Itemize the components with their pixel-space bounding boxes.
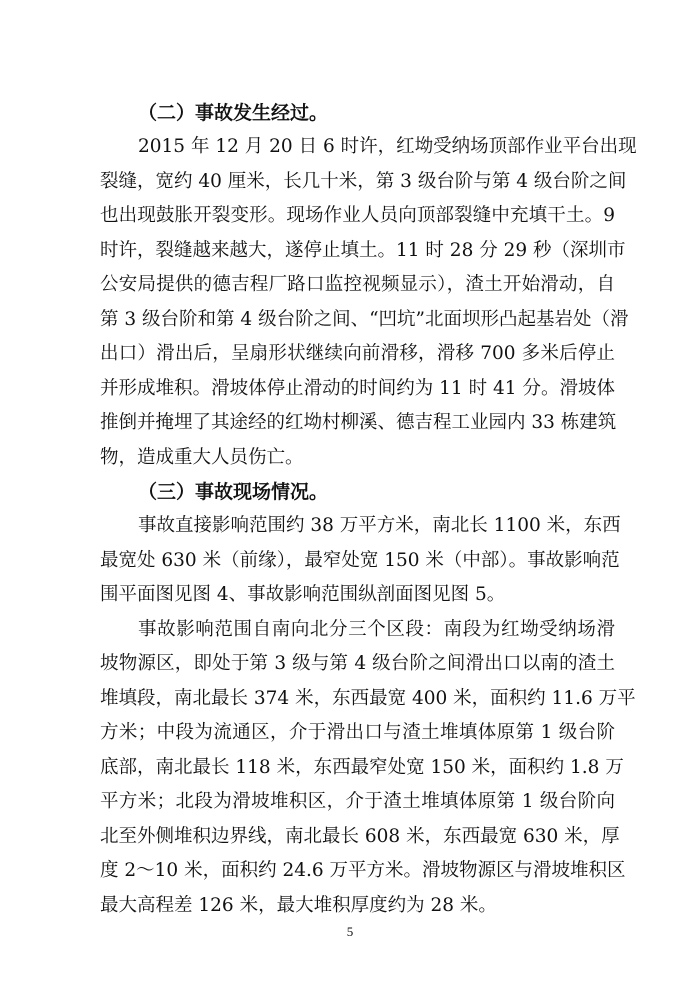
text-line: 事故影响范围自南向北分三个区段：南段为红坳受纳场滑 bbox=[138, 618, 615, 640]
paragraph-impact-range bbox=[100, 509, 621, 613]
text-line: 底部，南北最长 118 米，东西最窄处宽 150 米，面积约 1.8 万 bbox=[100, 756, 624, 778]
text-line: 方米；中段为流通区，介于滑出口与渣土堆填体原第 1 级台阶 bbox=[100, 722, 615, 743]
text-line: 推倒并掩埋了其途经的红坳村柳溪、德吉程工业园内 33 栋建筑 bbox=[100, 412, 617, 433]
text-line: 时许，裂缝越来越大，遂停止填土。11 时 28 分 29 秒（深圳市 bbox=[100, 239, 626, 261]
paragraph-accident-process bbox=[100, 130, 637, 475]
text-line: 也出现鼓胀开裂变形。现场作业人员向顶部裂缝中充填干土。9 bbox=[100, 205, 615, 226]
text-line: 公安局提供的德吉程厂路口监控视频显示），渣土开始滑动，自 bbox=[100, 274, 615, 295]
text-line: 坡物源区，即处于第 3 级与第 4 级台阶之间滑出口以南的渣土 bbox=[100, 653, 615, 674]
text-line: 裂缝，宽约 40 厘米，长几十米，第 3 级台阶与第 4 级台阶之间 bbox=[100, 170, 627, 192]
text-line: 并形成堆积。滑坡体停止滑动的时间约为 11 时 41 分。滑坡体 bbox=[100, 377, 615, 399]
text-line: 物，造成重大人员伤亡。 bbox=[100, 446, 304, 468]
text-line: 北至外侧堆积边界线，南北最长 608 米，东西最宽 630 米，厚 bbox=[100, 825, 620, 847]
paragraph-impact-sections bbox=[100, 613, 636, 924]
page-number: 5 bbox=[346, 924, 354, 939]
document-body bbox=[100, 96, 637, 923]
text-line: 度 2～10 米，面积约 24.6 万平方米。滑坡物源区与滑坡堆积区 bbox=[100, 860, 626, 881]
text-line: 事故直接影响范围约 38 万平方米，南北长 1100 米，东西 bbox=[138, 515, 621, 536]
section-heading-site-situation: （三）事故现场情况。 bbox=[138, 481, 329, 503]
text-line: 平方米；北段为滑坡堆积区，介于渣土堆填体原第 1 级台阶向 bbox=[100, 791, 615, 812]
text-line: 最宽处 630 米（前缘），最窄处宽 150 米（中部）。事故影响范 bbox=[100, 549, 620, 571]
text-line: 围平面图见图 4、事故影响范围纵剖面图见图 5。 bbox=[100, 584, 506, 605]
text-line: 出口）滑出后，呈扇形状继续向前滑移，滑移 700 多米后停止 bbox=[100, 343, 615, 364]
text-line: 2015 年 12 月 20 日 6 时许，红坳受纳场顶部作业平台出现 bbox=[138, 136, 637, 157]
text-line: 堆填段，南北最长 374 米，东西最宽 400 米，面积约 11.6 万平 bbox=[100, 687, 636, 709]
text-line: 第 3 级台阶和第 4 级台阶之间、“凹坑”北面坝形凸起基岩处（滑 bbox=[100, 308, 629, 330]
text-line: 最大高程差 126 米，最大堆积厚度约为 28 米。 bbox=[100, 894, 497, 916]
section-heading-accident-process: （二）事故发生经过。 bbox=[138, 102, 329, 124]
